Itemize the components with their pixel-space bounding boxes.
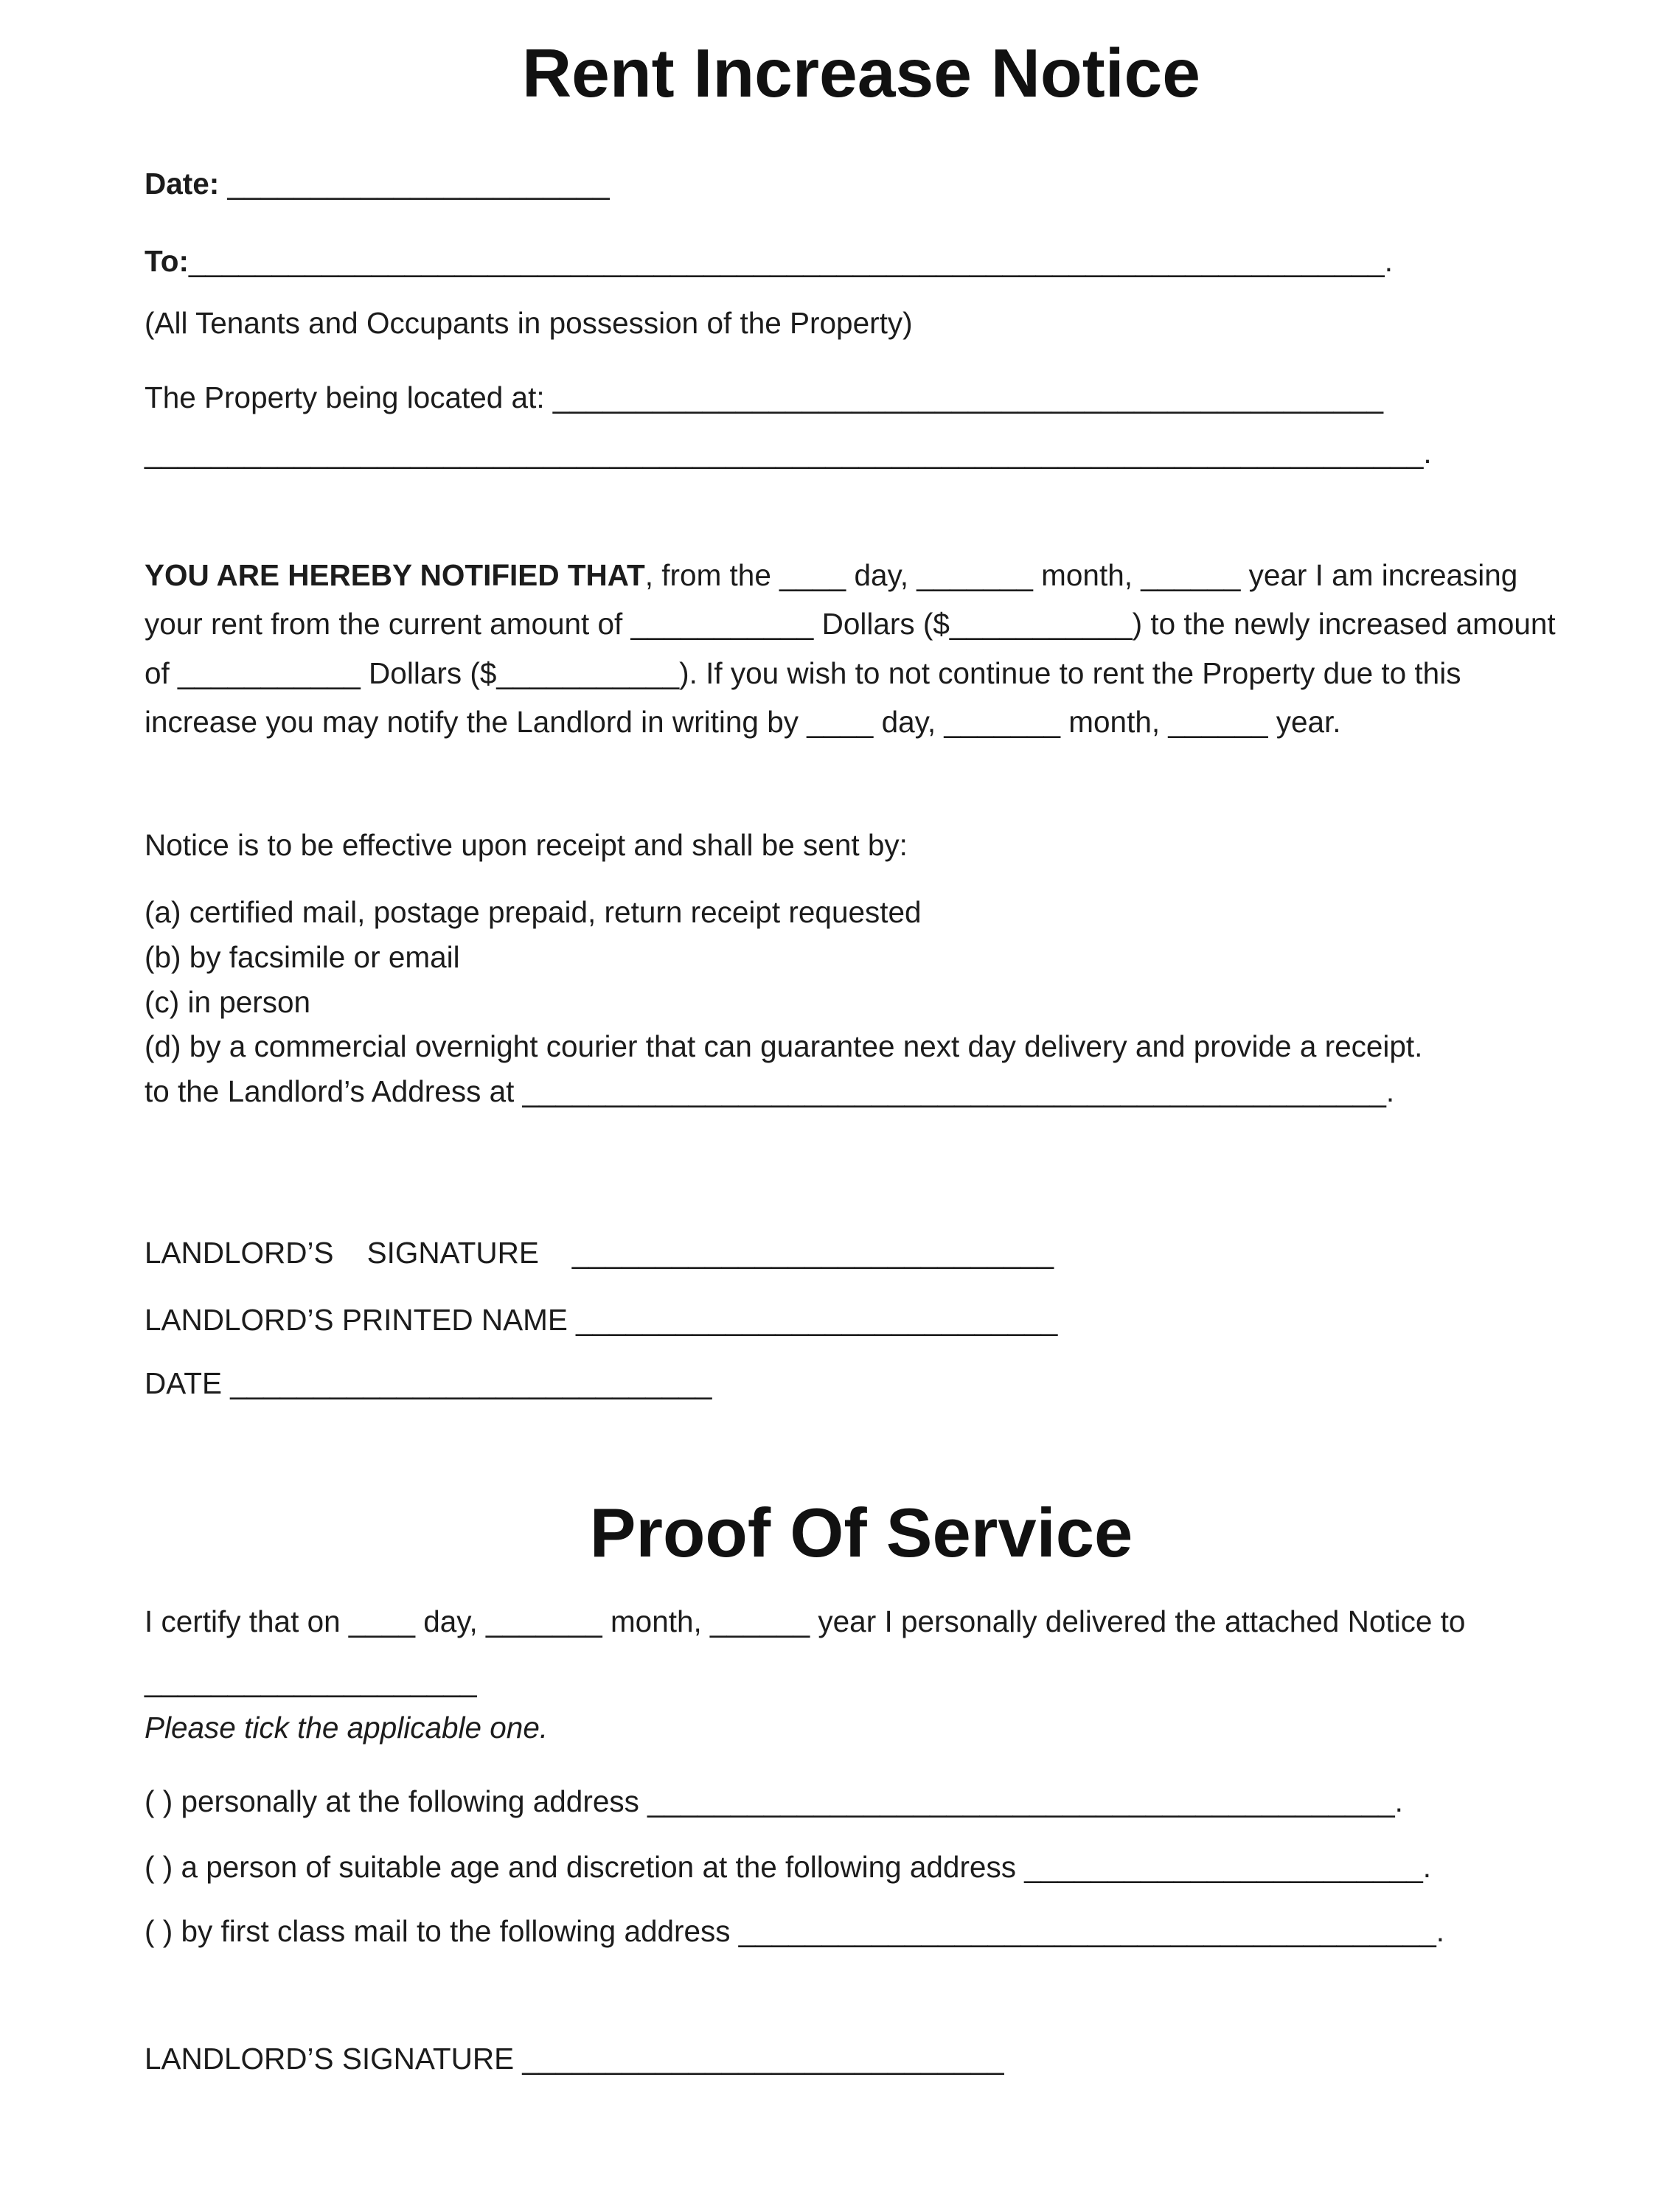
- notice-effective-line: Notice is to be effective upon receipt and shall be sent by:: [145, 828, 908, 863]
- property-address-line-2: _____________________________________________________________________________.: [145, 435, 1432, 470]
- date-line: [145, 161, 1578, 206]
- delivery-method-b: (b) by facsimile or email: [145, 939, 460, 974]
- to-blank: ________________________________________________________________________.: [188, 243, 1393, 278]
- to-label: To:: [145, 243, 189, 278]
- service-option-first-class-mail: ( ) by first class mail to the following address __________________________________________.: [145, 1913, 1445, 1948]
- proof-landlord-signature-line: LANDLORD’S SIGNATURE _____________________________: [145, 2041, 1004, 2076]
- notified-body: , from the ____ day, _______ month, ______ year I am increasing your rent from the current amount of ___________ Dollars ($___________) to the newly increased amount of ___________ Dollars ($___________). If you wish to not continue to rent the Property due to this increase you may notify the Landlord in writing by ____ day, _______ month, ______ year.: [145, 557, 1564, 739]
- tenants-note: (All Tenants and Occupants in possession of the Property): [145, 306, 913, 341]
- service-option-personal: ( ) personally at the following address _____________________________________________.: [145, 1784, 1403, 1819]
- certify-line: I certify that on ____ day, _______ month, ______ year I personally delivered the attached Notice to: [145, 1604, 1466, 1639]
- to-line: [145, 239, 1578, 284]
- proof-of-service-title: Proof Of Service: [589, 1494, 1133, 1572]
- notified-lead-in: YOU ARE HEREBY NOTIFIED THAT: [145, 557, 645, 592]
- date-label: Date:: [145, 166, 228, 201]
- signature-date-line: DATE _____________________________: [145, 1366, 712, 1401]
- landlord-printed-name-line: LANDLORD’S PRINTED NAME _____________________________: [145, 1302, 1058, 1337]
- certify-blank-line: ____________________: [145, 1663, 477, 1698]
- delivery-method-d: (d) by a commercial overnight courier that can guarantee next day delivery and provide a receipt.: [145, 1029, 1423, 1064]
- date-blank: _______________________: [227, 166, 610, 201]
- notice-paragraph: [145, 551, 1578, 747]
- landlord-signature-line: LANDLORD’S SIGNATURE _____________________________: [145, 1235, 1054, 1270]
- delivery-method-a: (a) certified mail, postage prepaid, return receipt requested: [145, 895, 922, 930]
- service-option-suitable-person: ( ) a person of suitable age and discretion at the following address ________________________.: [145, 1850, 1432, 1885]
- tick-instruction: Please tick the applicable one.: [145, 1710, 549, 1745]
- delivery-method-c: (c) in person: [145, 984, 311, 1019]
- document-title: Rent Increase Notice: [521, 35, 1200, 111]
- landlord-address-line: to the Landlord’s Address at ____________________________________________________.: [145, 1074, 1395, 1109]
- property-address-line-1: The Property being located at: __________________________________________________: [145, 380, 1384, 415]
